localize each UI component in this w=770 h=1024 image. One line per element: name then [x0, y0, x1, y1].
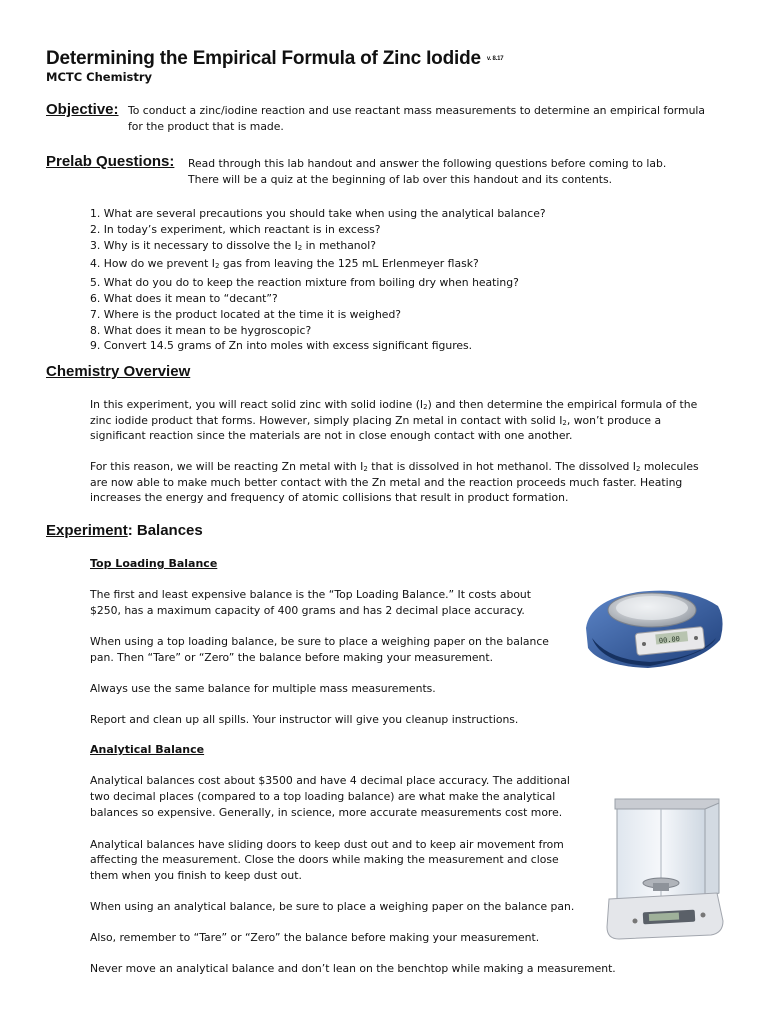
analytical-p1-line-3: balances so expensive. Generally, in science, more accurate measurements cost more.: [90, 806, 563, 819]
document-subtitle: MCTC Chemistry: [46, 70, 153, 84]
chemistry-p1-line-3: significant reaction since the materials are not in close enough contact with one another.: [90, 429, 573, 442]
version-label: v. 8.17: [486, 55, 504, 62]
prelab-heading: Prelab Questions:: [46, 153, 175, 170]
top-loading-p2-line-1: When using a top loading balance, be sure to place a weighing paper on the balance: [90, 635, 549, 648]
title-text: Determining the Empirical Formula of Zinc Iodide: [46, 48, 481, 69]
chemistry-p2-line-3: increases the energy and frequency of atomic collisions that result in product formation.: [90, 491, 569, 504]
question-item: 9. Convert 14.5 grams of Zn into moles with excess significant figures.: [90, 339, 473, 353]
prelab-question-list: [90, 206, 546, 354]
objective-line-2: for the product that is made.: [128, 120, 284, 133]
top-loading-p1-line-2: $250, has a maximum capacity of 400 grams and has 2 decimal place accuracy.: [90, 604, 525, 617]
question-item: 2. In today’s experiment, which reactant is in excess?: [90, 222, 381, 236]
question-item: 8. What does it mean to be hygroscopic?: [90, 323, 312, 337]
prelab-line-2: There will be a quiz at the beginning of lab over this handout and its contents.: [188, 173, 613, 186]
top-loading-p1-line-1: The first and least expensive balance is the “Top Loading Balance.” It costs about: [90, 588, 532, 601]
question-item: 1. What are several precautions you should take when using the analytical balance?: [90, 207, 546, 220]
analytical-p2-line-1: Analytical balances have sliding doors to keep dust out and to keep air movement from: [90, 838, 564, 851]
top-loading-p2-line-2: pan. Then “Tare” or “Zero” the balance before making your measurement.: [90, 651, 494, 664]
analytical-p2-line-3: them when you finish to keep dust out.: [90, 869, 302, 882]
chemistry-p2-line-1: For this reason, we will be reacting Zn metal with I2 that is dissolved in hot methanol. The dissolved I2 molecules: [90, 460, 699, 473]
objective-heading: Objective:: [46, 101, 119, 118]
analytical-p1-line-2: two decimal places (compared to a top loading balance) are what make the analytical: [90, 790, 556, 803]
question-item: 4. How do we prevent I2 gas from leaving the 125 mL Erlenmeyer flask?: [90, 257, 479, 271]
document-title: [46, 48, 503, 70]
top-loading-balance-image: [578, 580, 728, 675]
balance-display-readout: 00.00: [658, 634, 681, 646]
analytical-balance-heading: Analytical Balance: [90, 743, 205, 756]
analytical-p3: When using an analytical balance, be sure to place a weighing paper on the balance pan.: [90, 900, 575, 913]
objective-line-1: To conduct a zinc/iodine reaction and use reactant mass measurements to determine an empirical formula: [128, 104, 706, 117]
question-item: 7. Where is the product located at the time it is weighed?: [90, 307, 402, 321]
question-item: 6. What does it mean to “decant”?: [90, 291, 278, 305]
question-item: 5. What do you do to keep the reaction mixture from boiling dry when heating?: [90, 276, 519, 290]
chemistry-overview-heading: Chemistry Overview: [46, 363, 191, 380]
analytical-p2-line-2: affecting the measurement. Close the doors while making the measurement and close: [90, 853, 559, 866]
prelab-line-1: Read through this lab handout and answer the following questions before coming to lab.: [188, 157, 667, 170]
analytical-p1-line-1: Analytical balances cost about $3500 and have 4 decimal place accuracy. The additional: [90, 774, 570, 787]
chemistry-p1-line-1: In this experiment, you will react solid zinc with solid iodine (I2) and then determine the empirical formula of the: [90, 398, 698, 411]
top-loading-p3: Always use the same balance for multiple mass measurements.: [90, 682, 436, 695]
chemistry-p2-line-2: are now able to make much better contact with the Zn metal and the reaction proceeds much faster. Heating: [90, 476, 683, 489]
chemistry-p1-line-2: zinc iodide product that forms. However, simply placing Zn metal in contact with solid I2, won’t produce a: [90, 414, 662, 427]
top-loading-p4: Report and clean up all spills. Your instructor will give you cleanup instructions.: [90, 713, 519, 726]
top-loading-heading: Top Loading Balance: [90, 557, 218, 570]
experiment-heading: Experiment: Balances: [46, 522, 203, 539]
analytical-p4: Also, remember to “Tare” or “Zero” the balance before making your measurement.: [90, 931, 540, 944]
question-item: 3. Why is it necessary to dissolve the I2 in methanol?: [90, 238, 376, 252]
analytical-balance-image: [605, 795, 727, 943]
analytical-p5: Never move an analytical balance and don’t lean on the benchtop while making a measurement.: [90, 962, 616, 975]
